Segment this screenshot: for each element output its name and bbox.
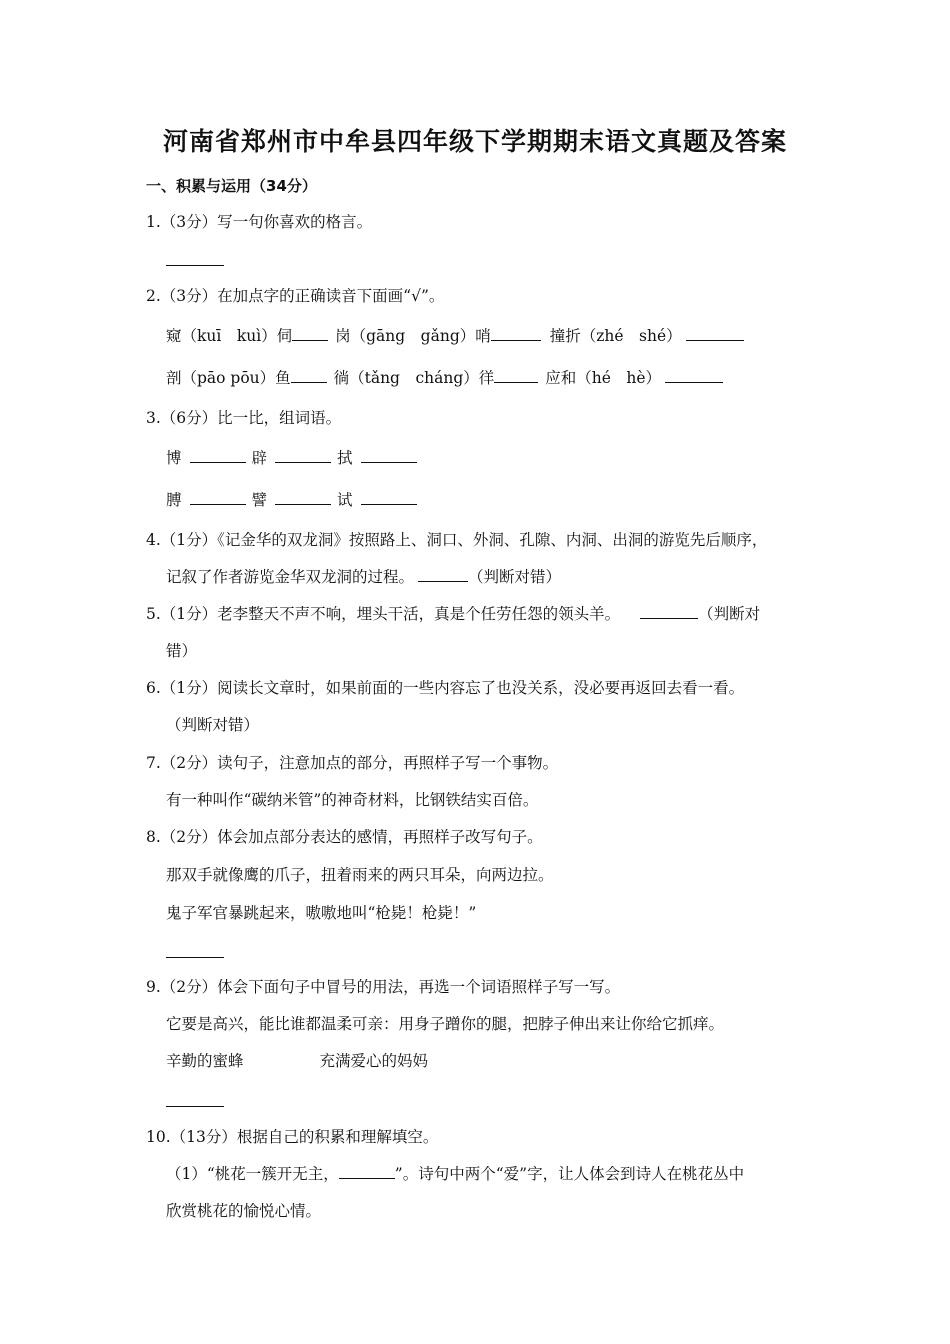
question-9: 9.（2分）体会下面句子中冒号的用法，再选一个词语照样子写一写。 [146,978,621,996]
question-5-line-1 [146,604,760,624]
character: 膊 [166,491,182,509]
question-4-line-2 [166,567,561,587]
answer-blank[interactable] [292,326,328,341]
question-10-part-1-line-2: 欣赏桃花的愉悦心情。 [166,1202,322,1220]
pinyin-option: 撞折（zhé shé） [549,327,682,345]
pinyin-option: 岗（gāng gǎng）哨 [335,327,491,345]
question-3-row-2 [166,490,417,510]
question-6-line-1: 6.（1分）阅读长文章时，如果前面的一些内容忘了也没关系，没必要再返回去看一看。 [146,679,745,697]
answer-blank[interactable] [686,326,744,341]
answer-blank-1[interactable] [166,265,224,266]
question-3: 3.（6分）比一比，组词语。 [146,409,342,427]
answer-blank[interactable] [190,490,246,505]
character: 辟 [251,449,268,467]
word-option: 辛勤的蜜蜂 [166,1052,244,1070]
character: 试 [337,491,353,509]
judge-hint: （判断对错） [468,568,562,586]
answer-blank[interactable] [640,604,698,619]
question-9-options [166,1051,428,1071]
question-text: ”。诗句中两个“爱”字，让人体会到诗人在桃花丛中 [394,1165,745,1183]
question-1: 1.（3分）写一句你喜欢的格言。 [146,213,373,231]
character: 拭 [337,449,353,467]
question-10-part-1-line-1 [166,1164,744,1184]
answer-blank[interactable] [491,326,541,341]
question-2-row-2 [166,368,723,388]
answer-blank-9[interactable] [166,1106,224,1107]
answer-blank[interactable] [275,448,331,463]
question-8-sentence: 鬼子军官暴跳起来，嗷嗷地叫“枪毙！枪毙！” [166,904,477,922]
answer-blank[interactable] [665,368,723,383]
answer-blank[interactable] [494,368,538,383]
question-text: 5.（1分）老李整天不声不响，埋头干活，真是个任劳任怨的领头羊。 [146,605,621,623]
answer-blank[interactable] [418,567,468,582]
answer-blank-8[interactable] [166,957,224,958]
judge-hint: （判断对 [698,605,761,623]
answer-blank[interactable] [339,1164,395,1179]
question-2-row-1 [166,326,744,346]
question-4-line-1: 4.（1分）《记金华的双龙洞》按照路上、洞口、外洞、孔隙、内洞、出洞的游览先后顺序， [146,531,768,549]
question-8: 8.（2分）体会加点部分表达的感情，再照样子改写句子。 [146,828,543,846]
character: 博 [166,449,182,467]
pinyin-option: 剖（pāo pōu）鱼 [166,369,291,387]
answer-blank[interactable] [361,490,417,505]
question-text: 记叙了作者游览金华双龙洞的过程。 [166,568,415,586]
answer-blank[interactable] [361,448,417,463]
question-7: 7.（2分）读句子，注意加点的部分，再照样子写一个事物。 [146,754,559,772]
question-7-example: 有一种叫作“碳纳米管”的神奇材料，比钢铁结实百倍。 [166,791,539,809]
pinyin-option: 应和（hé hè） [545,369,662,387]
pinyin-option: 窥（kuī kuì）伺 [166,327,293,345]
page-title: 河南省郑州市中牟县四年级下学期期末语文真题及答案 [162,127,787,156]
answer-blank[interactable] [190,448,246,463]
question-3-row-1 [166,448,417,468]
question-5-line-2: 错） [166,642,198,660]
judge-hint: （判断对错） [166,716,260,734]
character: 譬 [251,491,268,509]
word-option: 充满爱心的妈妈 [319,1052,429,1070]
question-10: 10.（13分）根据自己的积累和理解填空。 [146,1128,439,1146]
question-9-example: 它要是高兴，能比谁都温柔可亲：用身子蹭你的腿，把脖子伸出来让你给它抓痒。 [166,1015,725,1033]
answer-blank[interactable] [291,368,327,383]
question-2: 2.（3分）在加点字的正确读音下面画“√”。 [146,287,445,305]
answer-blank[interactable] [275,490,331,505]
question-8-example: 那双手就像鹰的爪子，扭着雨来的两只耳朵，向两边拉。 [166,866,554,884]
pinyin-option: 徜（tǎng cháng）徉 [333,369,495,387]
question-6-line-2 [166,715,259,735]
question-text: （1）“桃花一簇开无主， [166,1165,339,1183]
section-heading: 一、积累与运用（34分） [146,177,317,195]
